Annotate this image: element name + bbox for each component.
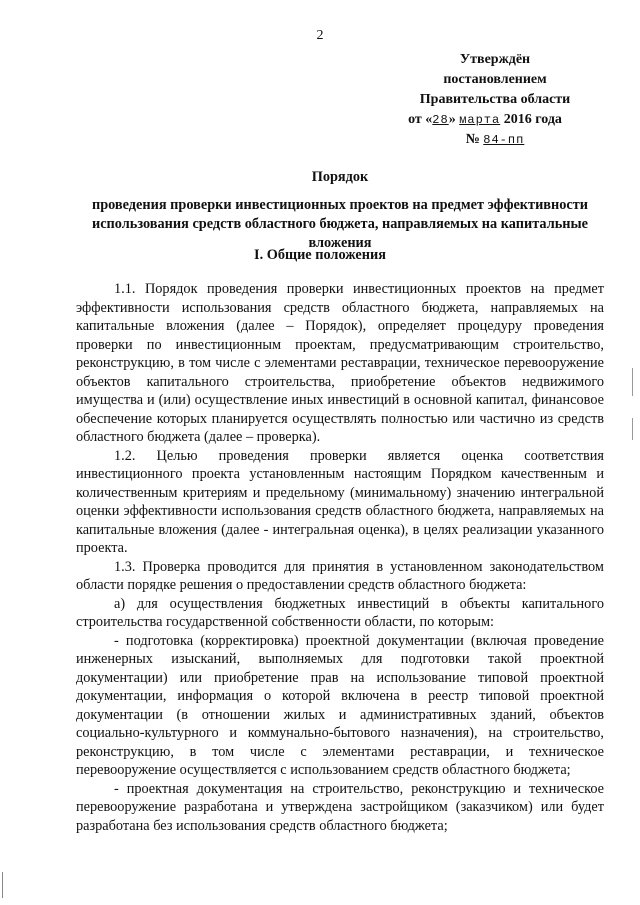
date-prefix: от « — [408, 112, 433, 127]
list-item-design-docs: - подготовка (корректировка) проектной документации (включая проведение инженерных изысканий, выполняемых для подготовки такой проектной документации) или приобретение прав на использование типовой проектной документации, информация о которой включена в реестр типовой проектной документации (в отношении жилых и административных зданий, объектов социально-культурного и коммунально-бытового назначения), на строительство, реконструкцию, в том числе с элементами реставрации, и техническое перевооружение осуществляется с использованием средств областного бюджета; — [76, 632, 604, 778]
scan-edge-mark — [2, 872, 3, 898]
document-body — [76, 280, 604, 835]
approval-line-government: Правительства области — [419, 92, 571, 107]
paragraph-1-1: 1.1. Порядок проведения проверки инвестиционных проектов на предмет эффективности использования средств областного бюджета, направляемых на капитальные вложения (далее – Порядок), определяет процедуру проведения проверки по инвестиционным проектам, предусматривающим строительство, реконструкцию, в том числе с элементами реставрации, техническое перевооружение объектов капитального строительства, приобретение объектов недвижимого имущества и (или) осуществление иных инвестиций в основной капитал, финансовое обеспечение которых планируется осуществлять полностью или частично из средств областного бюджета (далее – проверка). — [76, 281, 604, 445]
page-number: 2 — [316, 28, 324, 43]
approval-number — [390, 130, 600, 150]
number-value: 84-пп — [483, 133, 525, 147]
document-title — [60, 168, 620, 253]
approval-line-resolution: постановлением — [443, 72, 547, 87]
list-item-project-docs: - проектная документация на строительство, реконструкцию и техническое перевооружение разработана и утверждена застройщиком (заказчиком) или будет разработана без использования средств областного бюджета; — [76, 780, 604, 834]
approval-stamp — [390, 50, 600, 150]
number-prefix: № — [465, 132, 480, 147]
title-heading: Порядок — [311, 169, 369, 185]
margin-mark — [632, 418, 633, 440]
date-month: марта — [459, 113, 501, 127]
section-heading: I. Общие положения — [254, 247, 386, 263]
title-subtitle: проведения проверки инвестиционных проектов на предмет эффективности использования средств областного бюджета, направляемых на капитальные вложения — [91, 197, 589, 251]
date-mid: » — [448, 112, 456, 127]
margin-mark — [632, 368, 633, 396]
paragraph-1-3: 1.3. Проверка проводится для принятия в установленном законодательством области порядке решения о предоставлении средств областного бюджета: — [76, 558, 604, 593]
approval-date — [370, 110, 600, 130]
date-day: 28 — [432, 113, 449, 127]
date-suffix: 2016 года — [503, 112, 562, 127]
approval-line-approved: Утверждён — [459, 52, 531, 67]
paragraph-1-3-a: а) для осуществления бюджетных инвестиций в объекты капитального строительства государственной собственности области, по которым: — [76, 595, 604, 630]
paragraph-1-2: 1.2. Целью проведения проверки является оценка соответствия инвестиционного проекта установленным настоящим Порядком качественным и количественным критериям и предельному (минимальному) значению интегральной оценки эффективности использования средств областного бюджета, направляемых на капитальные вложения (далее - интегральная оценка), в целях реализации указанного проекта. — [76, 447, 604, 556]
